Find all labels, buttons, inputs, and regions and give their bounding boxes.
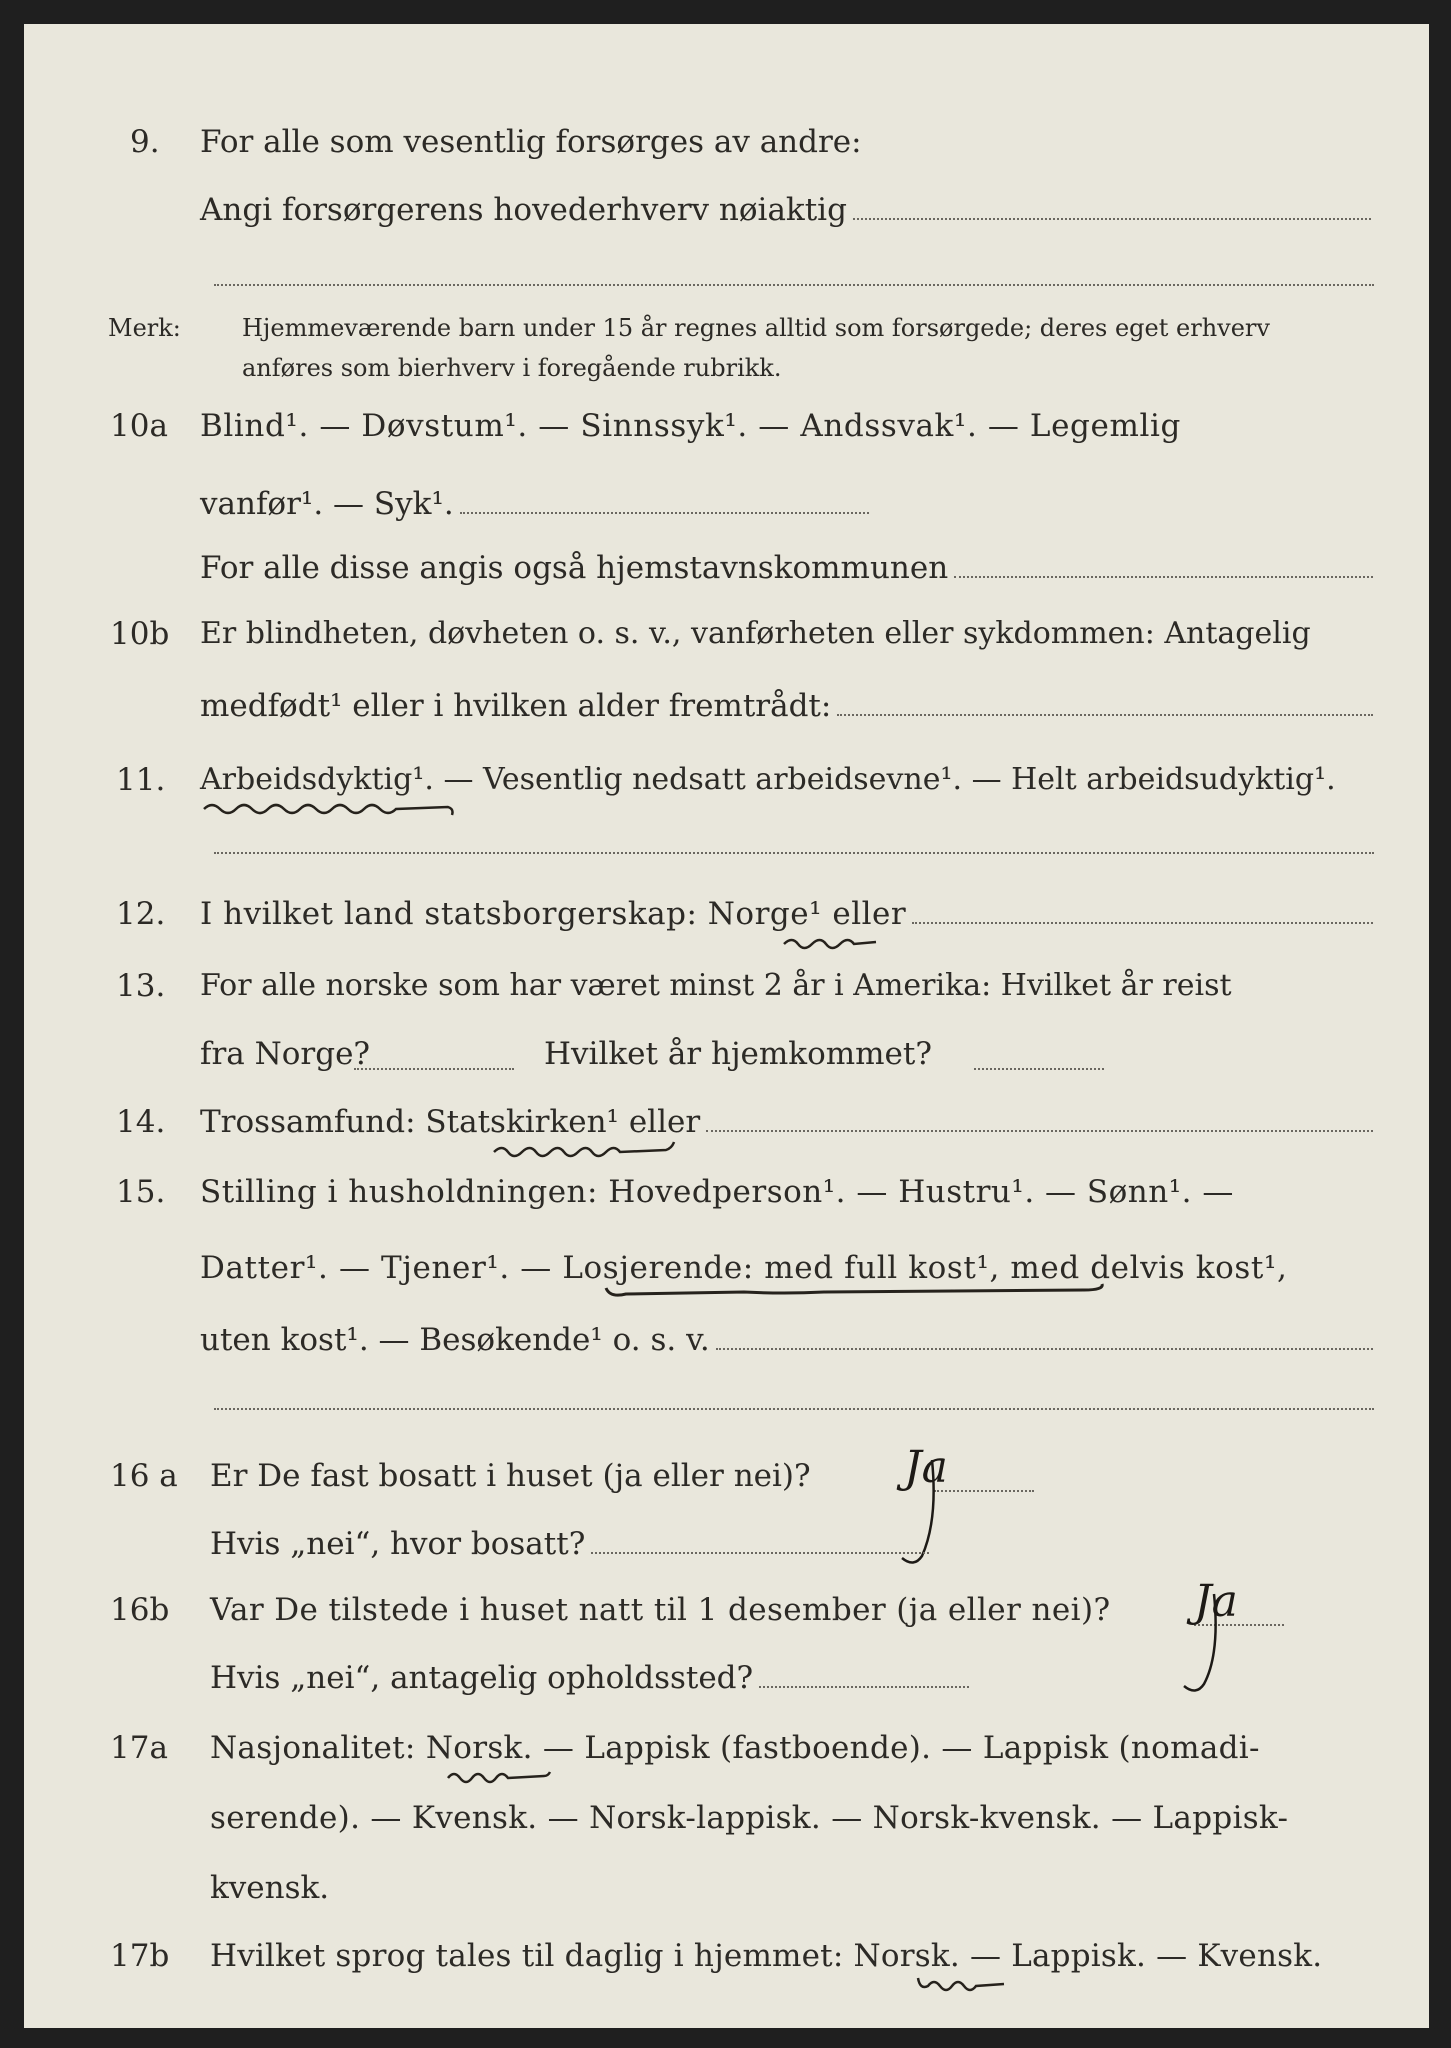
q11-text-1: Arbeidsdyktig¹. — Vesentlig nedsatt arbeidsevne¹. — Helt arbeidsudyktig¹. (200, 762, 1336, 797)
q17a-text-2: serende). — Kvensk. — Norsk-lappisk. — Norsk-kvensk. — Lappisk- (210, 1800, 1289, 1836)
q9-field (200, 192, 1371, 228)
q16a-text-1: Er De fast bosatt i huset (ja eller nei)? (210, 1458, 811, 1494)
q17a-number: 17a (110, 1730, 168, 1766)
q16b-place-line[interactable] (759, 1686, 969, 1688)
q17a-text-1: Nasjonalitet: Norsk. — Lappisk (fastboende). — Lappisk (nomadi- (210, 1730, 1260, 1766)
q16a-handwritten-answer: Ja (904, 1442, 948, 1493)
q17a-handwritten-underline (444, 1768, 564, 1788)
q11-number: 11. (116, 762, 166, 798)
q16b-field (210, 1660, 969, 1696)
q17b-text-1: Hvilket sprog tales til daglig i hjemmet: Norsk. — Lappisk. — Kvensk. (210, 1938, 1323, 1974)
q15-number: 15. (116, 1174, 166, 1210)
q10b-text-2: medfødt¹ eller i hvilken alder fremtrådt: (200, 688, 832, 724)
q13-text-1: For alle norske som har været minst 2 år i Amerika: Hvilket år reist (200, 968, 1232, 1003)
q10a-answer-line[interactable] (460, 512, 869, 514)
q15-field (200, 1322, 1373, 1358)
q11-handwritten-underline (200, 799, 470, 819)
q9-answer-line[interactable] (853, 218, 1371, 220)
q10b-text-1: Er blindheten, døvheten o. s. v., vanførheten eller sykdommen: Antagelig (200, 616, 1311, 651)
q12-text-1: I hvilket land statsborgerskap: Norge¹ eller (200, 896, 907, 932)
q14-number: 14. (116, 1104, 166, 1140)
q11-answer-line[interactable] (214, 852, 1374, 854)
q16b-ink-stroke (1174, 1590, 1234, 1710)
q15-handwritten-underline (604, 1282, 1124, 1304)
merk-text-2: anføres som bierhverv i foregående rubrikk. (242, 354, 782, 382)
q10a-text-3: For alle disse angis også hjemstavnskommunen (200, 550, 949, 586)
q12-field (200, 896, 1373, 932)
q17a-text-3: kvensk. (210, 1870, 330, 1906)
q14-field (200, 1104, 1373, 1140)
q10a-home-line[interactable] (954, 576, 1373, 578)
q13-number: 13. (116, 968, 166, 1004)
merk-label: Merk: (108, 314, 181, 342)
q12-answer-line[interactable] (912, 922, 1373, 924)
q16a-text-2: Hvis „nei“, hvor bosatt? (210, 1526, 586, 1562)
q9-text-1: For alle som vesentlig forsørges av andre: (200, 124, 862, 160)
q15-text-1: Stilling i husholdningen: Hovedperson¹. — Hustru¹. — Sønn¹. — (200, 1174, 1234, 1210)
q13-return-line[interactable] (974, 1068, 1104, 1070)
q16a-number: 16 a (110, 1458, 178, 1494)
q10b-number: 10b (110, 616, 170, 652)
q10b-answer-line[interactable] (837, 714, 1373, 716)
q10b-field (200, 688, 1373, 724)
q16b-text-1: Var De tilstede i huset natt til 1 desember (ja eller nei)? (210, 1592, 1111, 1628)
q17b-number: 17b (110, 1938, 170, 1974)
q15-answer-line-2[interactable] (214, 1408, 1374, 1410)
q9-text-2: Angi forsørgerens hovederhverv nøiaktig (200, 192, 847, 228)
q14-answer-line[interactable] (706, 1130, 1373, 1132)
q10a-text-2: vanfør¹. — Syk¹. (200, 486, 454, 522)
q16a-where-line[interactable] (591, 1552, 929, 1554)
q10a-number: 10a (110, 408, 168, 444)
q17b-handwritten-underline (914, 1974, 1024, 1994)
q15-answer-line[interactable] (716, 1348, 1373, 1350)
q10a-text-1: Blind¹. — Døvstum¹. — Sinnssyk¹. — Andssvak¹. — Legemlig (200, 408, 1181, 444)
q16b-text-2: Hvis „nei“, antagelig opholdssted? (210, 1660, 754, 1696)
merk-text-1: Hjemmeværende barn under 15 år regnes alltid som forsørgede; deres eget erhverv (242, 314, 1270, 342)
q10a-field (200, 486, 869, 522)
q16b-number: 16b (110, 1592, 170, 1628)
q9-number: 9. (130, 124, 160, 160)
q9-answer-line-2[interactable] (214, 284, 1374, 286)
q10a-home-field (200, 550, 1373, 586)
q16b-handwritten-answer: Ja (1194, 1576, 1238, 1627)
q13-departure-line[interactable] (354, 1068, 514, 1070)
q12-number: 12. (116, 896, 166, 932)
q15-text-2: Datter¹. — Tjener¹. — Losjerende: med full kost¹, med delvis kost¹, (200, 1250, 1288, 1286)
q13-text-2b: Hvilket år hjemkommet? (544, 1036, 932, 1072)
q14-text-1: Trossamfund: Statskirken¹ eller (200, 1104, 701, 1140)
q16a-field (210, 1526, 929, 1562)
census-form-page (24, 24, 1429, 2028)
q14-handwritten-underline (490, 1142, 690, 1162)
q12-handwritten-underline (780, 936, 890, 954)
q13-text-2a: fra Norge? (200, 1036, 371, 1072)
q15-text-3: uten kost¹. — Besøkende¹ o. s. v. (200, 1322, 710, 1358)
